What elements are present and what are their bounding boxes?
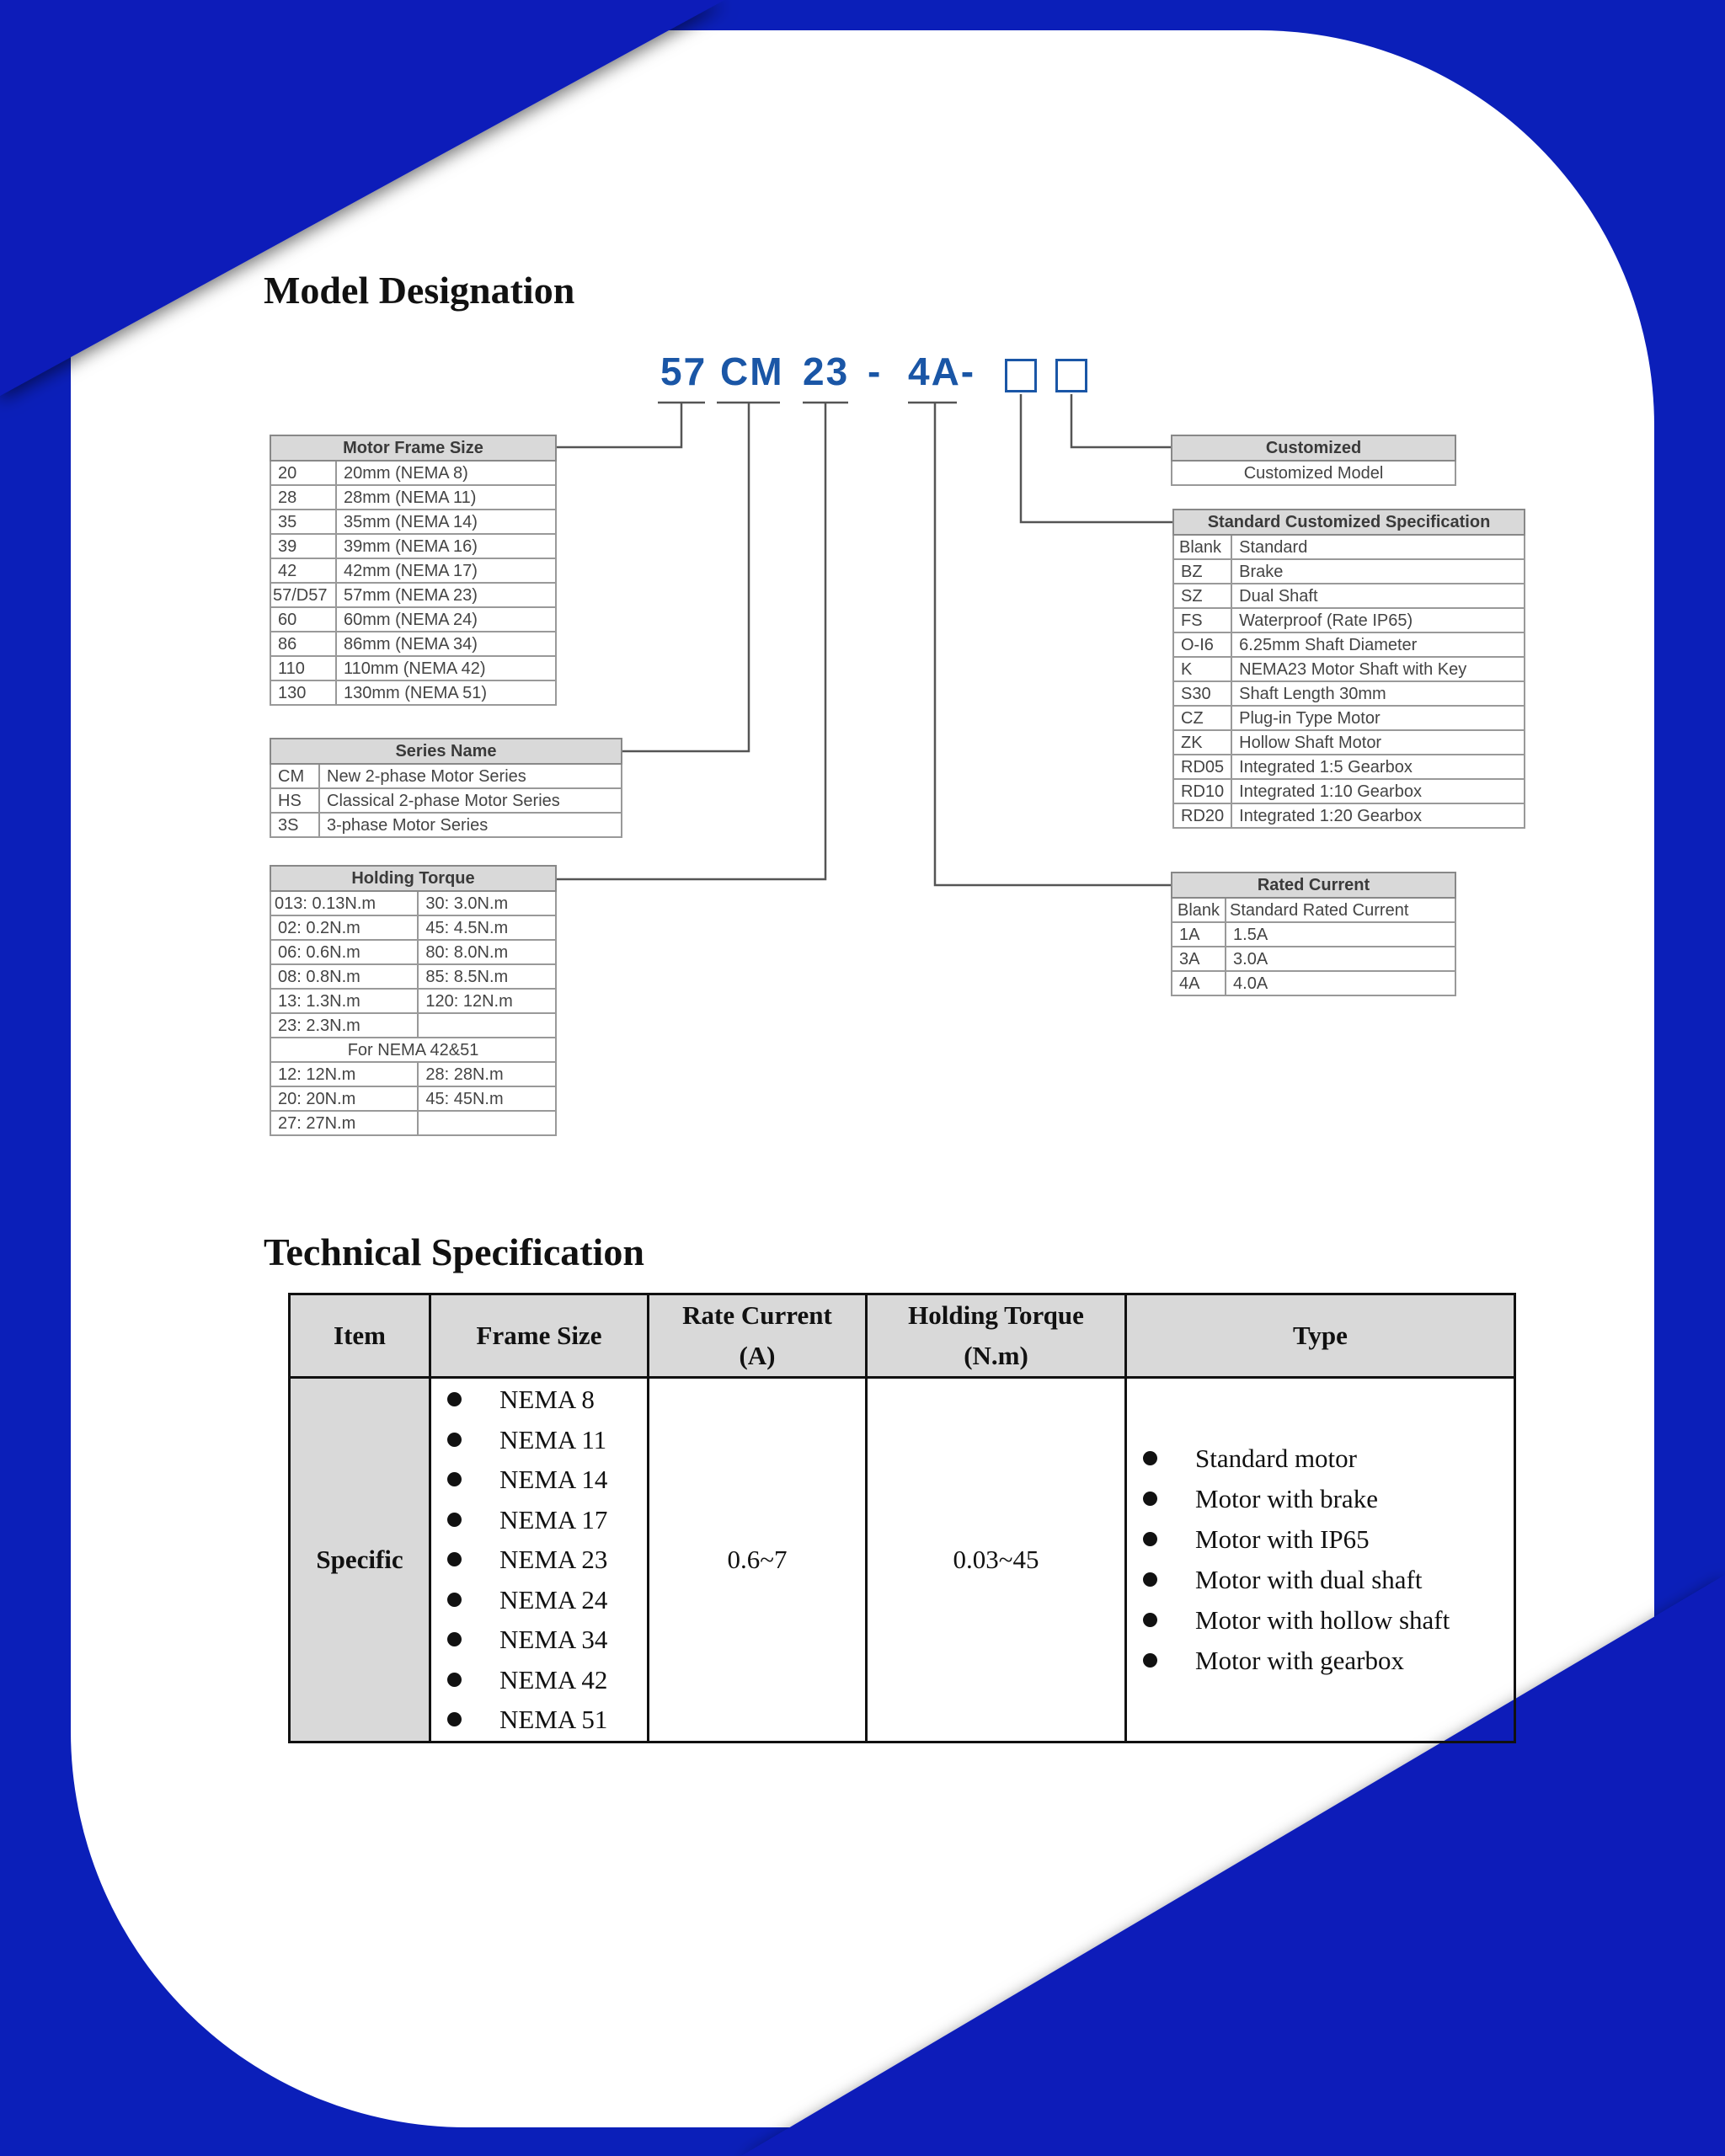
list-item: NEMA 34 bbox=[432, 1620, 646, 1660]
list-item: NEMA 11 bbox=[432, 1420, 646, 1460]
type-header: Type bbox=[1126, 1294, 1515, 1378]
list-item: NEMA 8 bbox=[432, 1380, 646, 1420]
table-row: RD10 Integrated 1:10 Gearbox bbox=[1173, 779, 1525, 803]
table-row: RD05 Integrated 1:5 Gearbox bbox=[1173, 755, 1525, 779]
table-row: 39 39mm (NEMA 16) bbox=[270, 534, 556, 558]
motor-frame-size-header: Motor Frame Size bbox=[270, 435, 556, 461]
bullet-icon bbox=[447, 1513, 462, 1527]
table-row: ZK Hollow Shaft Motor bbox=[1173, 730, 1525, 755]
table-row: CM New 2-phase Motor Series bbox=[270, 764, 622, 788]
table-row: 20: 20N.m 45: 45N.m bbox=[270, 1086, 556, 1111]
bullet-icon bbox=[447, 1433, 462, 1447]
table-row: 86 86mm (NEMA 34) bbox=[270, 632, 556, 656]
table-row: S30 Shaft Length 30mm bbox=[1173, 681, 1525, 706]
table-row: 28 28mm (NEMA 11) bbox=[270, 485, 556, 510]
table-row: Blank Standard bbox=[1173, 535, 1525, 559]
list-item: NEMA 23 bbox=[432, 1540, 646, 1580]
type-cell bbox=[1126, 1378, 1515, 1742]
bullet-icon bbox=[1143, 1613, 1157, 1627]
list-item: Motor with dual shaft bbox=[1128, 1560, 1513, 1600]
item-cell: Specific bbox=[290, 1378, 430, 1742]
series-name-header: Series Name bbox=[270, 739, 622, 764]
table-row: 20 20mm (NEMA 8) bbox=[270, 461, 556, 485]
bullet-icon bbox=[447, 1593, 462, 1607]
bullet-icon bbox=[447, 1472, 462, 1486]
bullet-icon bbox=[447, 1552, 462, 1566]
table-row: Blank Standard Rated Current bbox=[1172, 898, 1455, 922]
list-item: NEMA 14 bbox=[432, 1460, 646, 1500]
table-row: 3A 3.0A bbox=[1172, 947, 1455, 971]
holding-torque-header: Holding Torque (N.m) bbox=[867, 1294, 1126, 1378]
bullet-icon bbox=[447, 1392, 462, 1406]
table-row: 08: 0.8N.m 85: 8.5N.m bbox=[270, 964, 556, 989]
holding-torque-cell: 0.03~45 bbox=[867, 1378, 1126, 1742]
table-row: 57/D57 57mm (NEMA 23) bbox=[270, 583, 556, 607]
list-item: NEMA 51 bbox=[432, 1700, 646, 1740]
table-subheader-row bbox=[270, 1038, 556, 1062]
table-row bbox=[290, 1378, 1515, 1742]
rated-current-header: Rated Current bbox=[1172, 873, 1455, 898]
table-row: 60 60mm (NEMA 24) bbox=[270, 607, 556, 632]
table-row: 27: 27N.m bbox=[270, 1111, 556, 1135]
customized-header: Customized bbox=[1172, 435, 1455, 461]
code-dash: - bbox=[868, 350, 883, 393]
table-row: SZ Dual Shaft bbox=[1173, 584, 1525, 608]
frame-size-header: Frame Size bbox=[430, 1294, 649, 1378]
table-row: 110 110mm (NEMA 42) bbox=[270, 656, 556, 680]
table-row: 35 35mm (NEMA 14) bbox=[270, 510, 556, 534]
table-row: 013: 0.13N.m 30: 3.0N.m bbox=[270, 891, 556, 915]
table-row: FS Waterproof (Rate IP65) bbox=[1173, 608, 1525, 632]
list-item: Motor with hollow shaft bbox=[1128, 1600, 1513, 1641]
bullet-icon bbox=[1143, 1451, 1157, 1465]
bullet-icon bbox=[447, 1712, 462, 1726]
series-name-table bbox=[270, 738, 622, 838]
type-list bbox=[1128, 1438, 1513, 1681]
table-row: CZ Plug-in Type Motor bbox=[1173, 706, 1525, 730]
standard-customized-spec-table bbox=[1172, 509, 1525, 829]
customized-table bbox=[1171, 435, 1456, 486]
code-frame: 57 bbox=[660, 350, 708, 393]
model-designation-title: Model Designation bbox=[264, 269, 575, 312]
standard-customized-spec-header: Standard Customized Specification bbox=[1173, 510, 1525, 535]
table-header-row bbox=[290, 1294, 1515, 1378]
bullet-icon bbox=[1143, 1532, 1157, 1546]
bullet-icon bbox=[447, 1632, 462, 1646]
table-row: K NEMA23 Motor Shaft with Key bbox=[1173, 657, 1525, 681]
list-item: NEMA 24 bbox=[432, 1580, 646, 1620]
motor-frame-size-table bbox=[270, 435, 557, 706]
table-row: BZ Brake bbox=[1173, 559, 1525, 584]
item-header: Item bbox=[290, 1294, 430, 1378]
bullet-icon bbox=[1143, 1572, 1157, 1587]
table-row: 130 130mm (NEMA 51) bbox=[270, 680, 556, 705]
table-row: Customized Model bbox=[1172, 461, 1455, 485]
bullet-icon bbox=[1143, 1492, 1157, 1506]
table-row: 06: 0.6N.m 80: 8.0N.m bbox=[270, 940, 556, 964]
bullet-icon bbox=[447, 1673, 462, 1687]
rate-current-cell: 0.6~7 bbox=[649, 1378, 867, 1742]
table-row: 4A 4.0A bbox=[1172, 971, 1455, 995]
table-row: 1A 1.5A bbox=[1172, 922, 1455, 947]
table-row: 13: 1.3N.m 120: 12N.m bbox=[270, 989, 556, 1013]
frame-size-cell bbox=[430, 1378, 649, 1742]
table-row: RD20 Integrated 1:20 Gearbox bbox=[1173, 803, 1525, 828]
list-item: NEMA 42 bbox=[432, 1660, 646, 1700]
list-item: Motor with gearbox bbox=[1128, 1641, 1513, 1681]
table-row: O-I6 6.25mm Shaft Diameter bbox=[1173, 632, 1525, 657]
list-item: Motor with IP65 bbox=[1128, 1519, 1513, 1560]
list-item: Motor with brake bbox=[1128, 1479, 1513, 1519]
nema-42-51-subheader: For NEMA 42&51 bbox=[270, 1038, 556, 1062]
technical-specification-table bbox=[288, 1293, 1516, 1743]
holding-torque-table bbox=[270, 865, 557, 1136]
code-current: 4A- bbox=[908, 350, 976, 393]
table-row: 12: 12N.m 28: 28N.m bbox=[270, 1062, 556, 1086]
table-row: 42 42mm (NEMA 17) bbox=[270, 558, 556, 583]
list-item: Standard motor bbox=[1128, 1438, 1513, 1479]
table-row: 02: 0.2N.m 45: 4.5N.m bbox=[270, 915, 556, 940]
rate-current-header: Rate Current (A) bbox=[649, 1294, 867, 1378]
list-item: NEMA 17 bbox=[432, 1500, 646, 1540]
table-row: HS Classical 2-phase Motor Series bbox=[270, 788, 622, 813]
technical-specification-title: Technical Specification bbox=[264, 1230, 644, 1273]
holding-torque-header: Holding Torque bbox=[270, 866, 556, 891]
code-torque: 23 bbox=[803, 350, 850, 393]
bullet-icon bbox=[1143, 1653, 1157, 1668]
rated-current-table bbox=[1171, 872, 1456, 996]
frame-size-list bbox=[432, 1380, 646, 1740]
table-row: 23: 2.3N.m bbox=[270, 1013, 556, 1038]
table-row: 3S 3-phase Motor Series bbox=[270, 813, 622, 837]
code-series: CM bbox=[720, 350, 784, 393]
